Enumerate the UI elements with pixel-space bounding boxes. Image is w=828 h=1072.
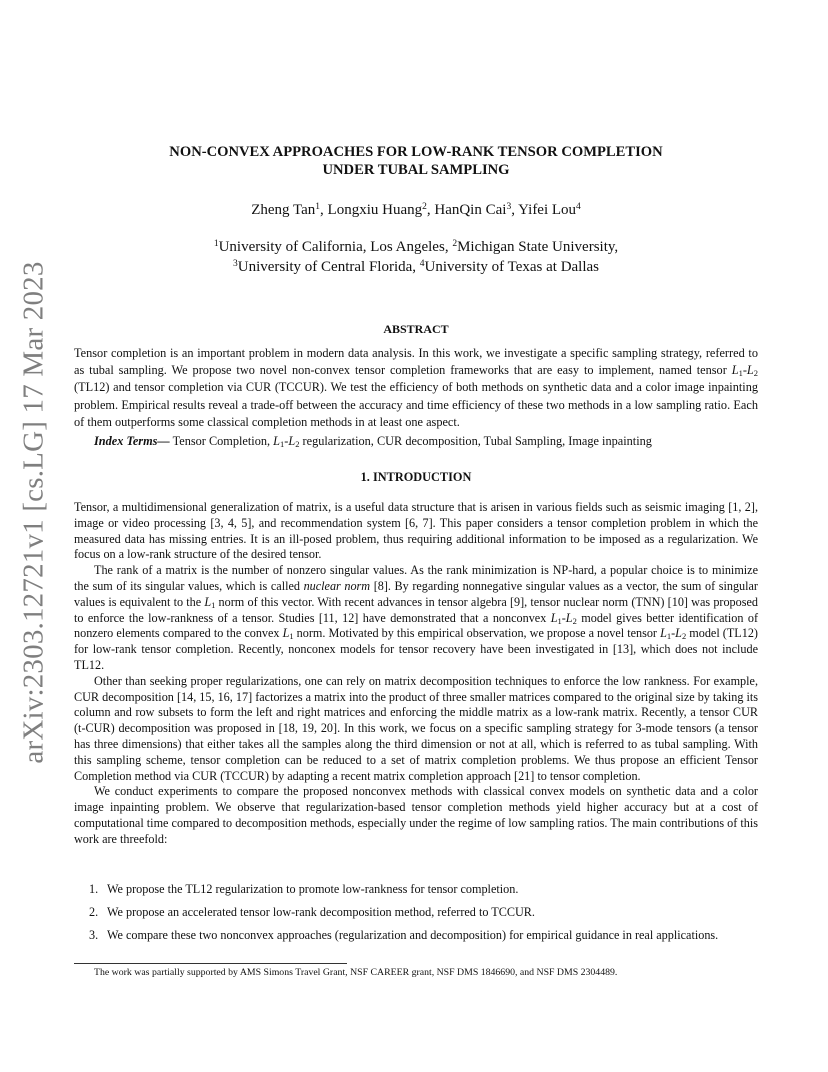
contributions-list (74, 882, 758, 950)
affiliation-line-2: $^3$University of Central Florida, $^4$University of Texas at Dallas (232, 259, 600, 275)
list-item-number: 3. (89, 927, 99, 942)
author-list: Zheng Tan$^1$, Longxiu Huang$^2$, HanQin Cai$^3$, Yifei Lou$^4$ (251, 202, 581, 218)
introduction-body (74, 500, 758, 848)
math-l1-l2: $L_1-L_2$ (731, 363, 758, 379)
affiliation-name: University of California, Los Angeles (218, 239, 445, 255)
abstract-heading: ABSTRACT (383, 322, 449, 336)
list-item (74, 928, 758, 944)
author-name: Longxiu Huang (327, 202, 423, 218)
list-item (74, 882, 758, 898)
affil-mark: 3 (232, 259, 238, 269)
intro-paragraph-2 (74, 563, 758, 674)
text-run: The rank of a matrix is the number of nonzero singular values. As the rank minimization is NP-hard, a popular choice is to minimize the sum of its singular values, which is called (74, 563, 758, 593)
paper-title (74, 143, 758, 179)
abstract-text (74, 345, 758, 431)
arxiv-identifier-stamp (14, 260, 54, 764)
list-item-text: We propose the TL12 regularization to promote low-rankness for tensor completion. (107, 882, 519, 896)
math-l1-l2: $L_1-L_2$ (660, 626, 687, 642)
affiliations (74, 237, 758, 277)
footnote-divider (74, 963, 347, 964)
index-terms-part: regularization, CUR decomposition, Tubal Sampling, Image inpainting (299, 434, 652, 448)
author-affil-mark: 4 (576, 202, 581, 212)
index-terms-label: Index Terms— (94, 434, 170, 448)
author-name: Yifei Lou (518, 202, 577, 218)
section-heading-introduction: 1. INTRODUCTION (360, 470, 472, 484)
text-run: model (TL12) for low-rank tensor completion. Recently, nonconex models for tensor recovery have been investigated in [13], which does not include TL12. (74, 626, 758, 672)
list-item (74, 905, 758, 921)
affil-mark: 4 (419, 259, 425, 269)
abstract-part: Tensor completion is an important problem in modern data analysis. In this work, we investigate a specific sampling strategy, referred to as tubal sampling. We propose two novel non-convex tensor completion frameworks that are easy to implement, named tensor (74, 346, 758, 378)
intro-paragraph-3: Other than seeking proper regularizations, one can rely on matrix decomposition techniques to enforce the low rankness. For example, CUR decomposition [14, 15, 16, 17] factorizes a matrix into the product of three smaller matrices compared to the original size by taking its column and row subsets to form the left and right matrices and enforcing the middle matrix as a low-rank matrix. Recently, a tensor CUR (t-CUR) decomposition was proposed in [18, 19, 20]. In this work, we focus on a specific sampling strategy for 3-mode tensors (a tensor has three dimensions) that either takes all the samples along the third dimension or not at all, which is referred to as tubal sampling. With this sampling scheme, tensor completion can be reduced to a set of matrix completion problems. We thus propose an efficient Tensor Completion method via CUR (TCCUR) by adapting a recent matrix completion approach [21] to tensor completion. (74, 673, 758, 783)
text-run: norm of this vector. With recent advances in tensor algebra [9], tensor nuclear norm (TNN) [10] was proposed to enforce the low-rankness of a tensor. Studies [11, 12] have demonstrated that a nonconvex (74, 594, 758, 625)
title-line-2: UNDER TUBAL SAMPLING (322, 162, 510, 178)
index-terms (74, 433, 758, 450)
index-terms-part: Tensor Completion, (169, 434, 274, 448)
emphasis-term: nuclear norm (303, 578, 371, 593)
affil-mark: 2 (452, 239, 458, 249)
math-l1-l2: $L_1-L_2$ (273, 434, 300, 449)
arxiv-identifier-text: arXiv:2303.12721v1 [cs.LG] 17 Mar 2023 (17, 260, 50, 764)
text-run: model gives better identification of nonzero elements compared to the convex (74, 610, 759, 641)
author-name: HanQin Cai (434, 202, 507, 218)
list-item-number: 1. (89, 882, 99, 896)
math-l1-l2: $L_1-L_2$ (550, 610, 577, 626)
author-affil-mark: 3 (506, 202, 512, 212)
text-run: norm. Motivated by this empirical observation, we propose a novel tensor (293, 626, 661, 641)
intro-paragraph-4: We conduct experiments to compare the proposed nonconvex methods with classical convex models on synthetic data and a color image inpainting problem. We observe that regularization-based tensor completion methods yield higher accuracy but at a cost of computational time compared to decomposition methods, especially under the regime of low sampling ratios. The main contributions of this work are threefold: (74, 784, 758, 846)
affiliation-name: University of Central Florida (237, 259, 413, 275)
author-affil-mark: 1 (315, 202, 321, 212)
author-affil-mark: 2 (422, 202, 427, 212)
text-run: [8]. By regarding nonnegative singular values as a vector, the sum of singular values is equivalent to the (74, 578, 758, 609)
math-l1: $L_1$ (204, 594, 216, 610)
list-item-number: 2. (89, 904, 99, 919)
footnote: The work was partially supported by AMS Simons Travel Grant, NSF CAREER grant, NSF DMS 1846690, and NSF DMS 2304489. (94, 967, 618, 978)
title-line-1: NON-CONVEX APPROACHES FOR LOW-RANK TENSOR COMPLETION (169, 144, 663, 160)
affiliation-name: Michigan State University (457, 239, 615, 255)
affiliation-name: University of Texas at Dallas (424, 259, 600, 275)
author-name: Zheng Tan (251, 202, 316, 218)
affil-mark: 1 (213, 239, 219, 249)
math-l1: $L_1$ (282, 626, 294, 642)
list-item-text: We propose an accelerated tensor low-rank decomposition method, referred to TCCUR. (107, 904, 535, 919)
abstract-part: (TL12) and tensor completion via CUR (TCCUR). We test the efficiency of both methods on synthetic data and a color image inpainting problem. Empirical results reveal a trade-off between the accuracy and time efficiency of these two methods in a low sampling ratio. Each of them outperforms some classical completion methods in at least one aspect. (74, 380, 758, 429)
list-item-text: We compare these two nonconvex approaches (regularization and decomposition) for empirical guidance in real applications. (107, 927, 719, 942)
affiliation-line-1: $^1$University of California, Los Angeles, $^2$Michigan State University, (213, 239, 619, 255)
intro-paragraph-1: Tensor, a multidimensional generalization of matrix, is a useful data structure that is arisen in various fields such as seismic imaging [1, 2], image or video processing [3, 4, 5], and recommendation system [6, 7]. This paper considers a tensor completion problem in which the measured data has missing entries. It is an ill-posed problem, thus requiring additional information to be imposed as a regularization. We focus on a low-rank structure of the desired tensor. (74, 500, 758, 562)
